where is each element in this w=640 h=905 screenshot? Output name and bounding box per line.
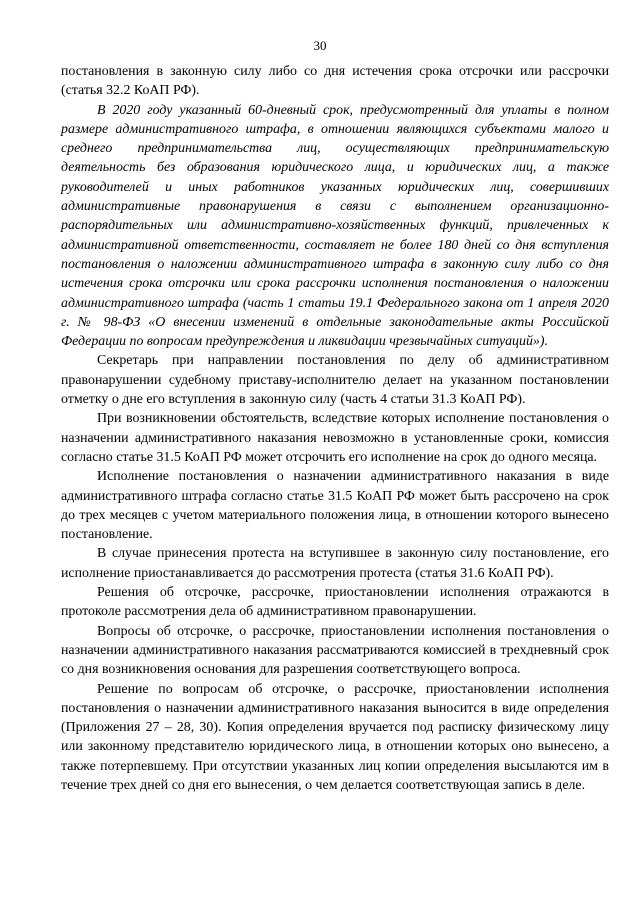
paragraph-protest: В случае принесения протеста на вступившее в законную силу постановление, его исполнение приостанавливается до рассмотрения протеста (статья 31.6 КоАП РФ).	[61, 546, 609, 581]
paragraph-decisions-recorded: Решения об отсрочке, рассрочке, приостановлении исполнения отражаются в протоколе рассмотрения дела об административном правонарушении.	[61, 585, 609, 620]
document-body	[61, 62, 609, 795]
paragraph-questions: Вопросы об отсрочке, о рассрочке, приостановлении исполнения постановления о назначении административного наказания рассматриваются комиссией в трехдневный срок со дня возникновения основания для разрешения соответствующего вопроса.	[61, 623, 609, 678]
paragraph-secretary: Секретарь при направлении постановления по делу об административном правонарушении судебному приставу-исполнителю делает на указанном постановлении отметку о дне его вступления в законную силу (часть 4 статьи 31.3 КоАП РФ).	[61, 353, 609, 408]
paragraph-deferral: При возникновении обстоятельств, вследствие которых исполнение постановления о назначении административного наказания невозможно в установленные сроки, комиссия согласно статье 31.5 КоАП РФ может отсрочить его исполнение на срок до одного месяца.	[61, 411, 609, 465]
paragraph-italic-note: В 2020 году указанный 60-дневный срок, предусмотренный для уплаты в полном размере административного штрафа, в отношении являющихся субъектами малого и среднего предпринимательства лиц, осуществляющих предпринимательскую деятельность без образования юридического лица, и юридических лиц, а также руководителей и иных работников указанных юридических лиц, совершивших административные правонарушения в связи с выполнением организационно-распорядительных или административно-хозяйственных функций, привлеченных к административной ответственности, составляет не более 180 дней со дня вступления постановления о наложении административного штрафа в законную силу либо со дня истечения срока отсрочки или срока рассрочки исполнения постановления о наложении административного штрафа (часть 1 статьи 19.1 Федерального закона от 1 апреля 2020 г. № 98-ФЗ «О внесении изменений в отдельные законодательные акты Российской Федерации по вопросам предупреждения и ликвидации чрезвычайных ситуаций»).	[61, 102, 609, 350]
paragraph-continuation: постановления в законную силу либо со дня истечения срока отсрочки или рассрочки (статья 32.2 КоАП РФ).	[61, 64, 609, 99]
paragraph-ruling: Решение по вопросам об отсрочке, о рассрочке, приостановлении исполнения постановления о назначении административного наказания выносится в виде определения (Приложения 27 – 28, 30). Копия определения вручается под расписку физическому лицу или законному представителю юридического лица, в отношении которых оно вынесено, а также потерпевшему. При отсутствии указанных лиц копии определения высылаются им в течение трех дней со дня его вынесения, о чем делается соответствующая запись в деле.	[61, 681, 609, 793]
paragraph-installment: Исполнение постановления о назначении административного наказания в виде административного штрафа согласно статье 31.5 КоАП РФ может быть рассрочено на срок до трех месяцев с учетом материального положения лица, в отношении которого вынесено постановление.	[61, 469, 609, 543]
page-number: 30	[313, 38, 327, 53]
